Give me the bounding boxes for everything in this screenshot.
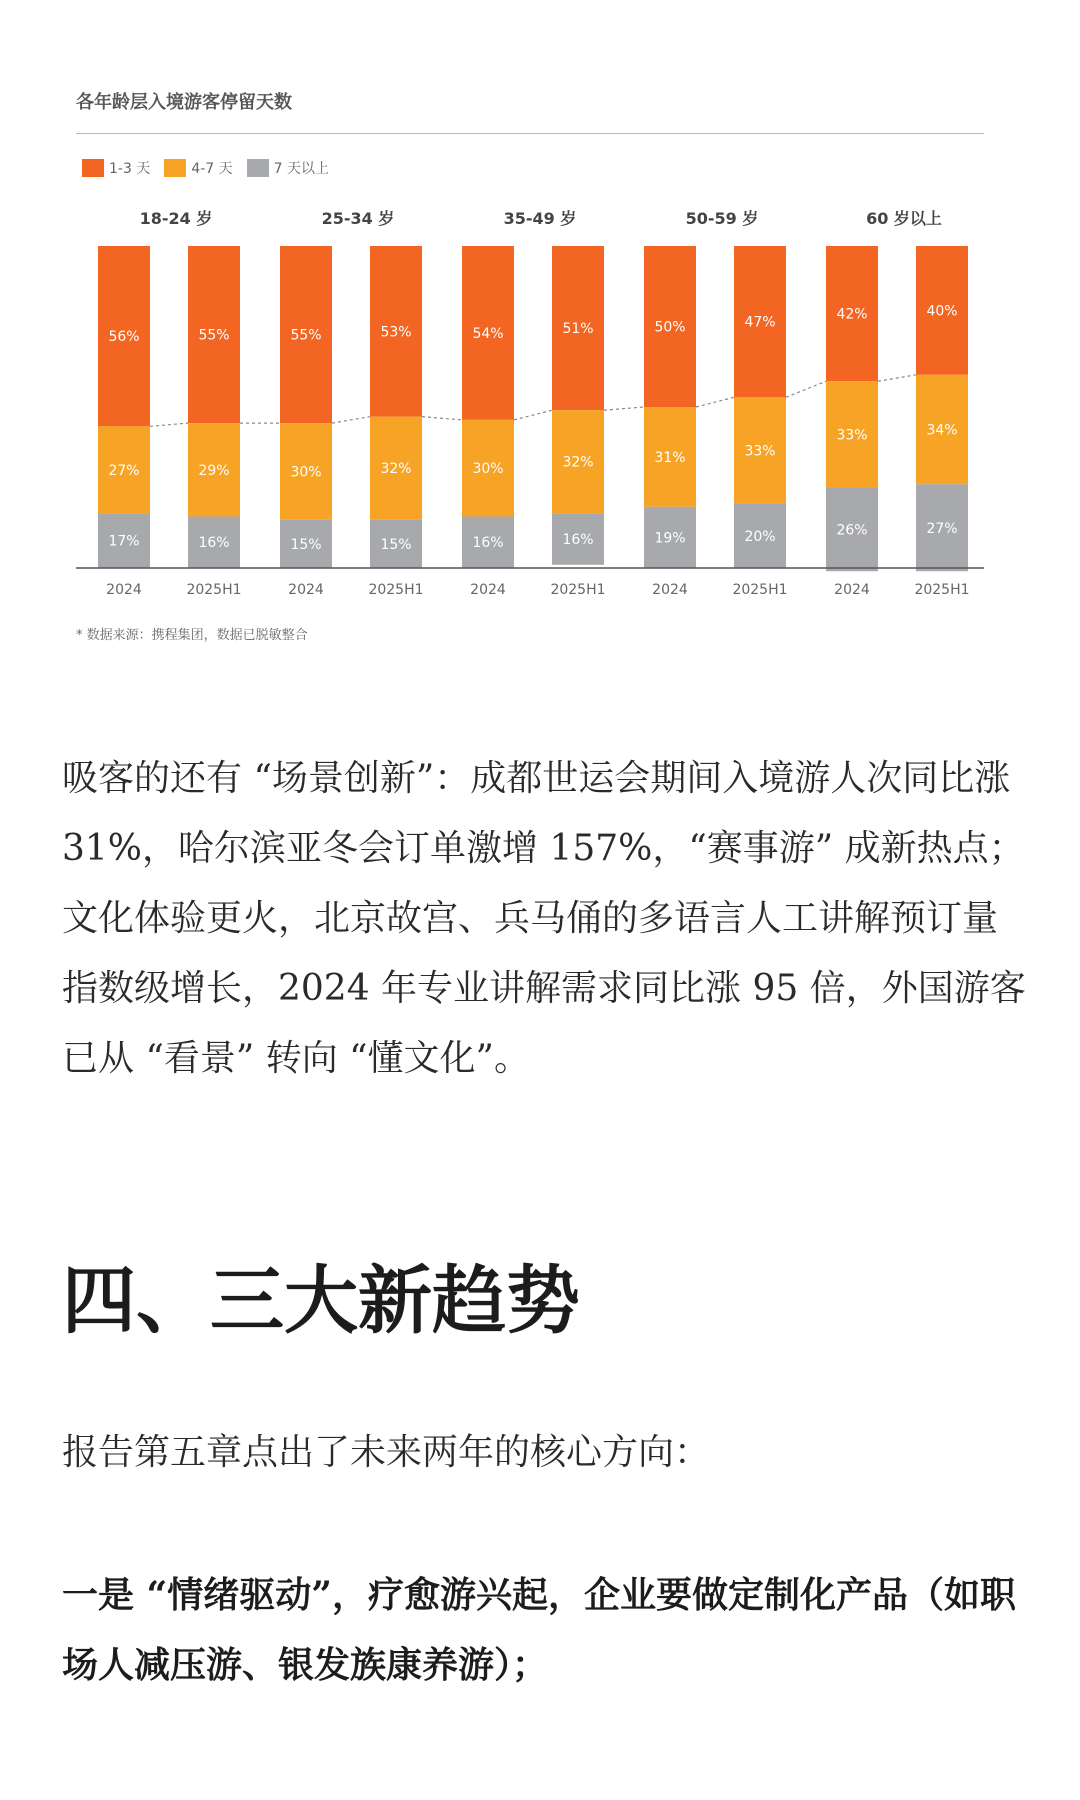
x-tick-label: 2025H1 xyxy=(186,582,242,598)
data-label: 55% xyxy=(290,327,322,344)
group-label: 18-24 岁 xyxy=(139,209,213,228)
data-label: 56% xyxy=(108,329,140,346)
trend-connector xyxy=(696,397,734,407)
data-label: 19% xyxy=(654,530,686,547)
data-label: 15% xyxy=(380,536,412,553)
data-label: 29% xyxy=(198,462,230,479)
trend-connector xyxy=(878,375,916,381)
paragraph-trend-1: 一是 “情绪驱动”，疗愈游兴起，企业要做定制化产品（如职场人减压游、银发族康养游）； xyxy=(62,1574,1016,1686)
paragraph-scene-innovation: 吸客的还有 “场景创新”：成都世运会期间入境游人次同比涨 31%，哈尔滨亚冬会订单激增 157%，“赛事游” 成新热点；文化体验更火，北京故宫、兵马俑的多语言人工讲解预订量指数级增长，2024 年专业讲解需求同比涨 95 倍，外国游客已从 “看景” 转向 “懂文化”。 xyxy=(62,758,1026,1079)
data-label: 16% xyxy=(472,535,504,552)
x-tick-label: 2025H1 xyxy=(732,582,788,598)
source-note: * 数据来源：携程集团，数据已脱敏整合 xyxy=(76,628,308,643)
data-label: 50% xyxy=(654,319,686,336)
data-label: 20% xyxy=(744,528,776,545)
x-tick-label: 2024 xyxy=(470,582,506,598)
x-tick-label: 2025H1 xyxy=(914,582,970,598)
data-label: 26% xyxy=(836,522,868,539)
data-label: 51% xyxy=(562,321,594,338)
x-tick-label: 2024 xyxy=(288,582,324,598)
x-tick-label: 2024 xyxy=(106,582,142,598)
trend-connector xyxy=(422,417,462,420)
data-label: 40% xyxy=(926,303,958,320)
legend-label: 1-3 天 xyxy=(109,161,151,177)
x-tick-label: 2025H1 xyxy=(550,582,606,598)
chart-plot xyxy=(0,0,1080,620)
group-label: 50-59 岁 xyxy=(685,209,759,228)
group-label: 60 岁以上 xyxy=(866,209,942,228)
trend-connector xyxy=(150,423,188,426)
trend-connector xyxy=(604,407,644,410)
data-label: 32% xyxy=(380,461,412,478)
data-label: 54% xyxy=(472,325,504,342)
data-label: 47% xyxy=(744,314,776,331)
data-label: 30% xyxy=(290,464,322,481)
group-label: 25-34 岁 xyxy=(321,209,395,228)
data-label: 42% xyxy=(836,306,868,323)
data-label: 53% xyxy=(380,324,412,341)
data-label: 34% xyxy=(926,422,958,439)
data-label: 27% xyxy=(926,520,958,537)
data-label: 32% xyxy=(562,454,594,471)
legend-label: 4-7 天 xyxy=(191,161,233,177)
data-label: 16% xyxy=(562,532,594,549)
x-tick-label: 2024 xyxy=(652,582,688,598)
data-label: 55% xyxy=(198,327,230,344)
group-label: 35-49 岁 xyxy=(503,209,577,228)
data-label: 27% xyxy=(108,462,140,479)
x-tick-label: 2025H1 xyxy=(368,582,424,598)
data-label: 31% xyxy=(654,449,686,466)
data-label: 15% xyxy=(290,536,322,553)
trend-connector xyxy=(786,381,826,397)
data-label: 33% xyxy=(744,443,776,460)
data-label: 33% xyxy=(836,427,868,444)
trend-connector xyxy=(514,410,552,420)
data-label: 17% xyxy=(108,533,140,550)
legend-label: 7 天以上 xyxy=(273,161,330,177)
trend-connector xyxy=(332,417,370,423)
data-label: 16% xyxy=(198,535,230,552)
stacked-bar-chart xyxy=(0,0,1080,660)
x-tick-label: 2024 xyxy=(834,582,870,598)
data-label: 30% xyxy=(472,461,504,478)
chart-title: 各年龄层入境游客停留天数 xyxy=(76,92,292,113)
section-heading: 四、三大新趋势 xyxy=(62,1258,580,1344)
paragraph-intro: 报告第五章点出了未来两年的核心方向： xyxy=(62,1432,711,1473)
